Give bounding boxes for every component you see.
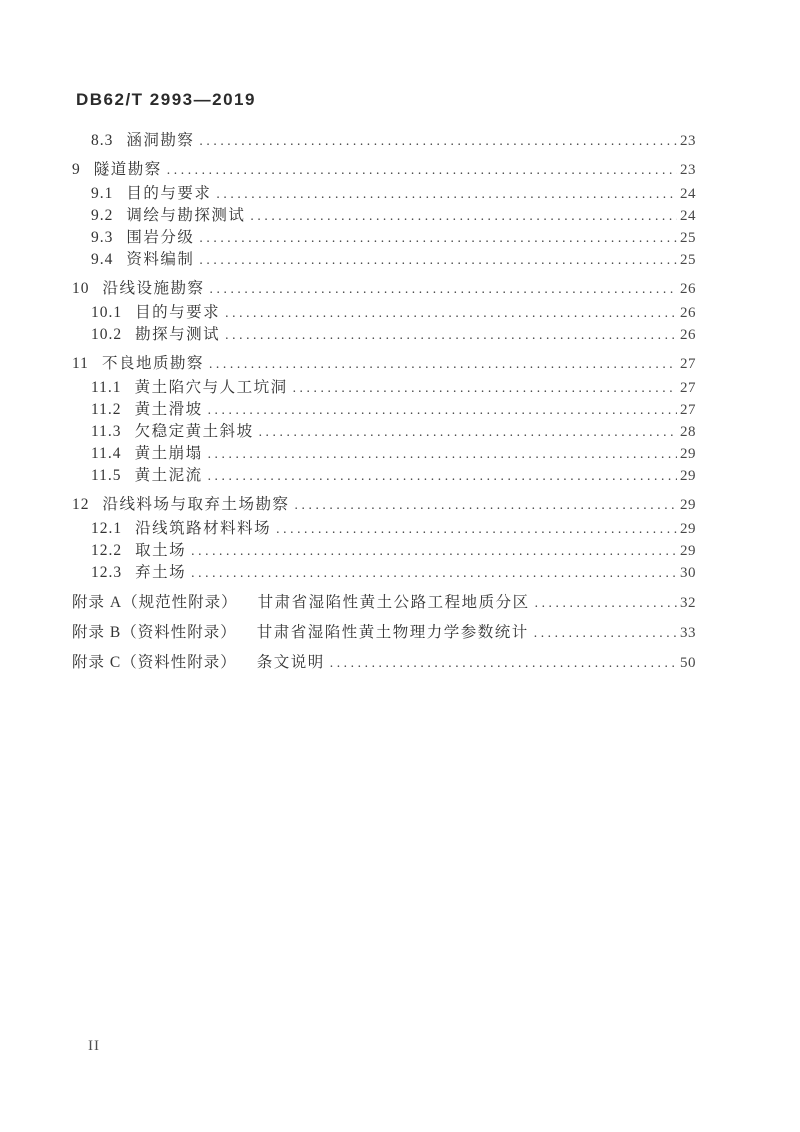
toc-entry-title: 调绘与勘探测试 (126, 207, 246, 224)
dot-leader (216, 183, 677, 204)
table-of-contents (72, 130, 696, 674)
toc-entry-title: 涵洞勘察 (126, 132, 195, 149)
dot-leader (167, 159, 677, 180)
toc-entry-page: 33 (680, 625, 696, 641)
toc-entry (72, 324, 696, 346)
toc-entry (72, 130, 696, 152)
toc-entry-title: 围岩分级 (126, 229, 195, 246)
toc-entry-number: 11 (72, 355, 89, 372)
toc-entry-page: 29 (680, 446, 696, 462)
toc-entry-title: 黄土崩塌 (134, 445, 203, 462)
toc-entry-title: 甘肃省湿陷性黄土公路工程地质分区 (257, 594, 530, 611)
toc-entry-number: 附录 C（资料性附录） (72, 654, 237, 671)
toc-entry-title: 黄土陷穴与人工坑洞 (134, 379, 288, 396)
toc-entry (72, 562, 696, 584)
toc-entry (72, 518, 696, 540)
dot-leader (199, 227, 677, 248)
toc-entry-title: 条文说明 (256, 654, 325, 671)
toc-entry-page: 50 (680, 655, 696, 671)
toc-entry-title: 隧道勘察 (93, 161, 162, 178)
dot-leader (209, 353, 677, 374)
dot-leader (191, 540, 677, 561)
toc-entry (72, 183, 696, 205)
page-number-footer: II (88, 1038, 100, 1054)
toc-entry-page: 26 (680, 281, 696, 297)
dot-leader (199, 130, 677, 151)
dot-leader (199, 249, 677, 270)
toc-entry (72, 159, 696, 181)
toc-entry-number: 12.2 (91, 542, 123, 559)
toc-entry (72, 249, 696, 271)
dot-leader (293, 377, 677, 398)
toc-entry-number: 8.3 (91, 132, 114, 149)
dot-leader (535, 592, 677, 613)
dot-leader (276, 518, 677, 539)
toc-entry-number: 9.1 (91, 185, 114, 202)
toc-entry-number: 11.2 (91, 401, 122, 418)
toc-entry-page: 25 (680, 230, 696, 246)
toc-entry-page: 23 (680, 133, 696, 149)
toc-entry-title: 目的与要求 (135, 304, 221, 321)
toc-entry-number: 10.2 (91, 326, 123, 343)
toc-entry-page: 27 (680, 402, 696, 418)
dot-leader (225, 302, 677, 323)
document-code-header: DB62/T 2993—2019 (76, 90, 256, 109)
dot-leader (210, 278, 677, 299)
dot-leader (295, 494, 677, 515)
toc-entry-page: 29 (680, 521, 696, 537)
toc-entry (72, 399, 696, 421)
toc-entry (72, 465, 696, 487)
toc-entry-title: 取土场 (135, 542, 187, 559)
toc-entry-number: 9.3 (91, 229, 114, 246)
dot-leader (191, 562, 677, 583)
toc-entry-page: 27 (680, 356, 696, 372)
toc-entry-title: 沿线设施勘察 (102, 280, 205, 297)
toc-entry (72, 421, 696, 443)
toc-entry-page: 25 (680, 252, 696, 268)
toc-entry-title: 黄土滑坡 (134, 401, 203, 418)
toc-entry (72, 377, 696, 399)
toc-entry-page: 26 (680, 305, 696, 321)
toc-entry-number: 9.4 (91, 251, 114, 268)
toc-entry (72, 353, 696, 375)
toc-entry-page: 29 (680, 468, 696, 484)
toc-entry-number: 11.1 (91, 379, 122, 396)
toc-entry-number: 附录 A（规范性附录） (72, 594, 238, 611)
toc-entry-page: 29 (680, 497, 696, 513)
dot-leader (208, 399, 677, 420)
toc-entry-number: 12.3 (91, 564, 123, 581)
toc-entry (72, 652, 696, 674)
toc-entry (72, 278, 696, 300)
toc-entry-number: 9 (72, 161, 81, 178)
toc-entry-number: 11.4 (91, 445, 122, 462)
toc-entry-number: 10.1 (91, 304, 123, 321)
toc-entry-title: 沿线筑路材料料场 (135, 520, 272, 537)
toc-entry-title: 甘肃省湿陷性黄土物理力学参数统计 (256, 624, 529, 641)
toc-entry (72, 540, 696, 562)
toc-entry (72, 443, 696, 465)
toc-entry-page: 30 (680, 565, 696, 581)
dot-leader (534, 622, 677, 643)
toc-entry-title: 勘探与测试 (135, 326, 221, 343)
dot-leader (330, 652, 677, 673)
toc-entry-page: 26 (680, 327, 696, 343)
toc-entry-title: 不良地质勘察 (101, 355, 204, 372)
toc-entry-title: 沿线料场与取弃土场勘察 (102, 496, 290, 513)
toc-entry-page: 32 (680, 595, 696, 611)
toc-entry-page: 28 (680, 424, 696, 440)
dot-leader (250, 205, 677, 226)
toc-entry-title: 资料编制 (126, 251, 195, 268)
toc-entry-page: 23 (680, 162, 696, 178)
toc-entry (72, 302, 696, 324)
dot-leader (208, 465, 677, 486)
toc-entry-page: 24 (680, 208, 696, 224)
toc-entry-number: 10 (72, 280, 90, 297)
toc-entry (72, 227, 696, 249)
toc-entry-title: 目的与要求 (126, 185, 212, 202)
toc-entry (72, 592, 696, 614)
dot-leader (208, 443, 677, 464)
toc-entry-page: 29 (680, 543, 696, 559)
toc-entry (72, 494, 696, 516)
toc-entry-title: 欠稳定黄土斜坡 (134, 423, 254, 440)
dot-leader (259, 421, 677, 442)
dot-leader (225, 324, 677, 345)
toc-entry (72, 622, 696, 644)
toc-entry-page: 27 (680, 380, 696, 396)
toc-entry-number: 11.3 (91, 423, 122, 440)
toc-entry-title: 黄土泥流 (134, 467, 203, 484)
toc-entry-number: 9.2 (91, 207, 114, 224)
toc-entry-number: 12.1 (91, 520, 123, 537)
toc-entry-number: 12 (72, 496, 90, 513)
toc-entry-number: 附录 B（资料性附录） (72, 624, 237, 641)
toc-entry-number: 11.5 (91, 467, 122, 484)
toc-entry-title: 弃土场 (135, 564, 187, 581)
toc-entry-page: 24 (680, 186, 696, 202)
toc-entry (72, 205, 696, 227)
